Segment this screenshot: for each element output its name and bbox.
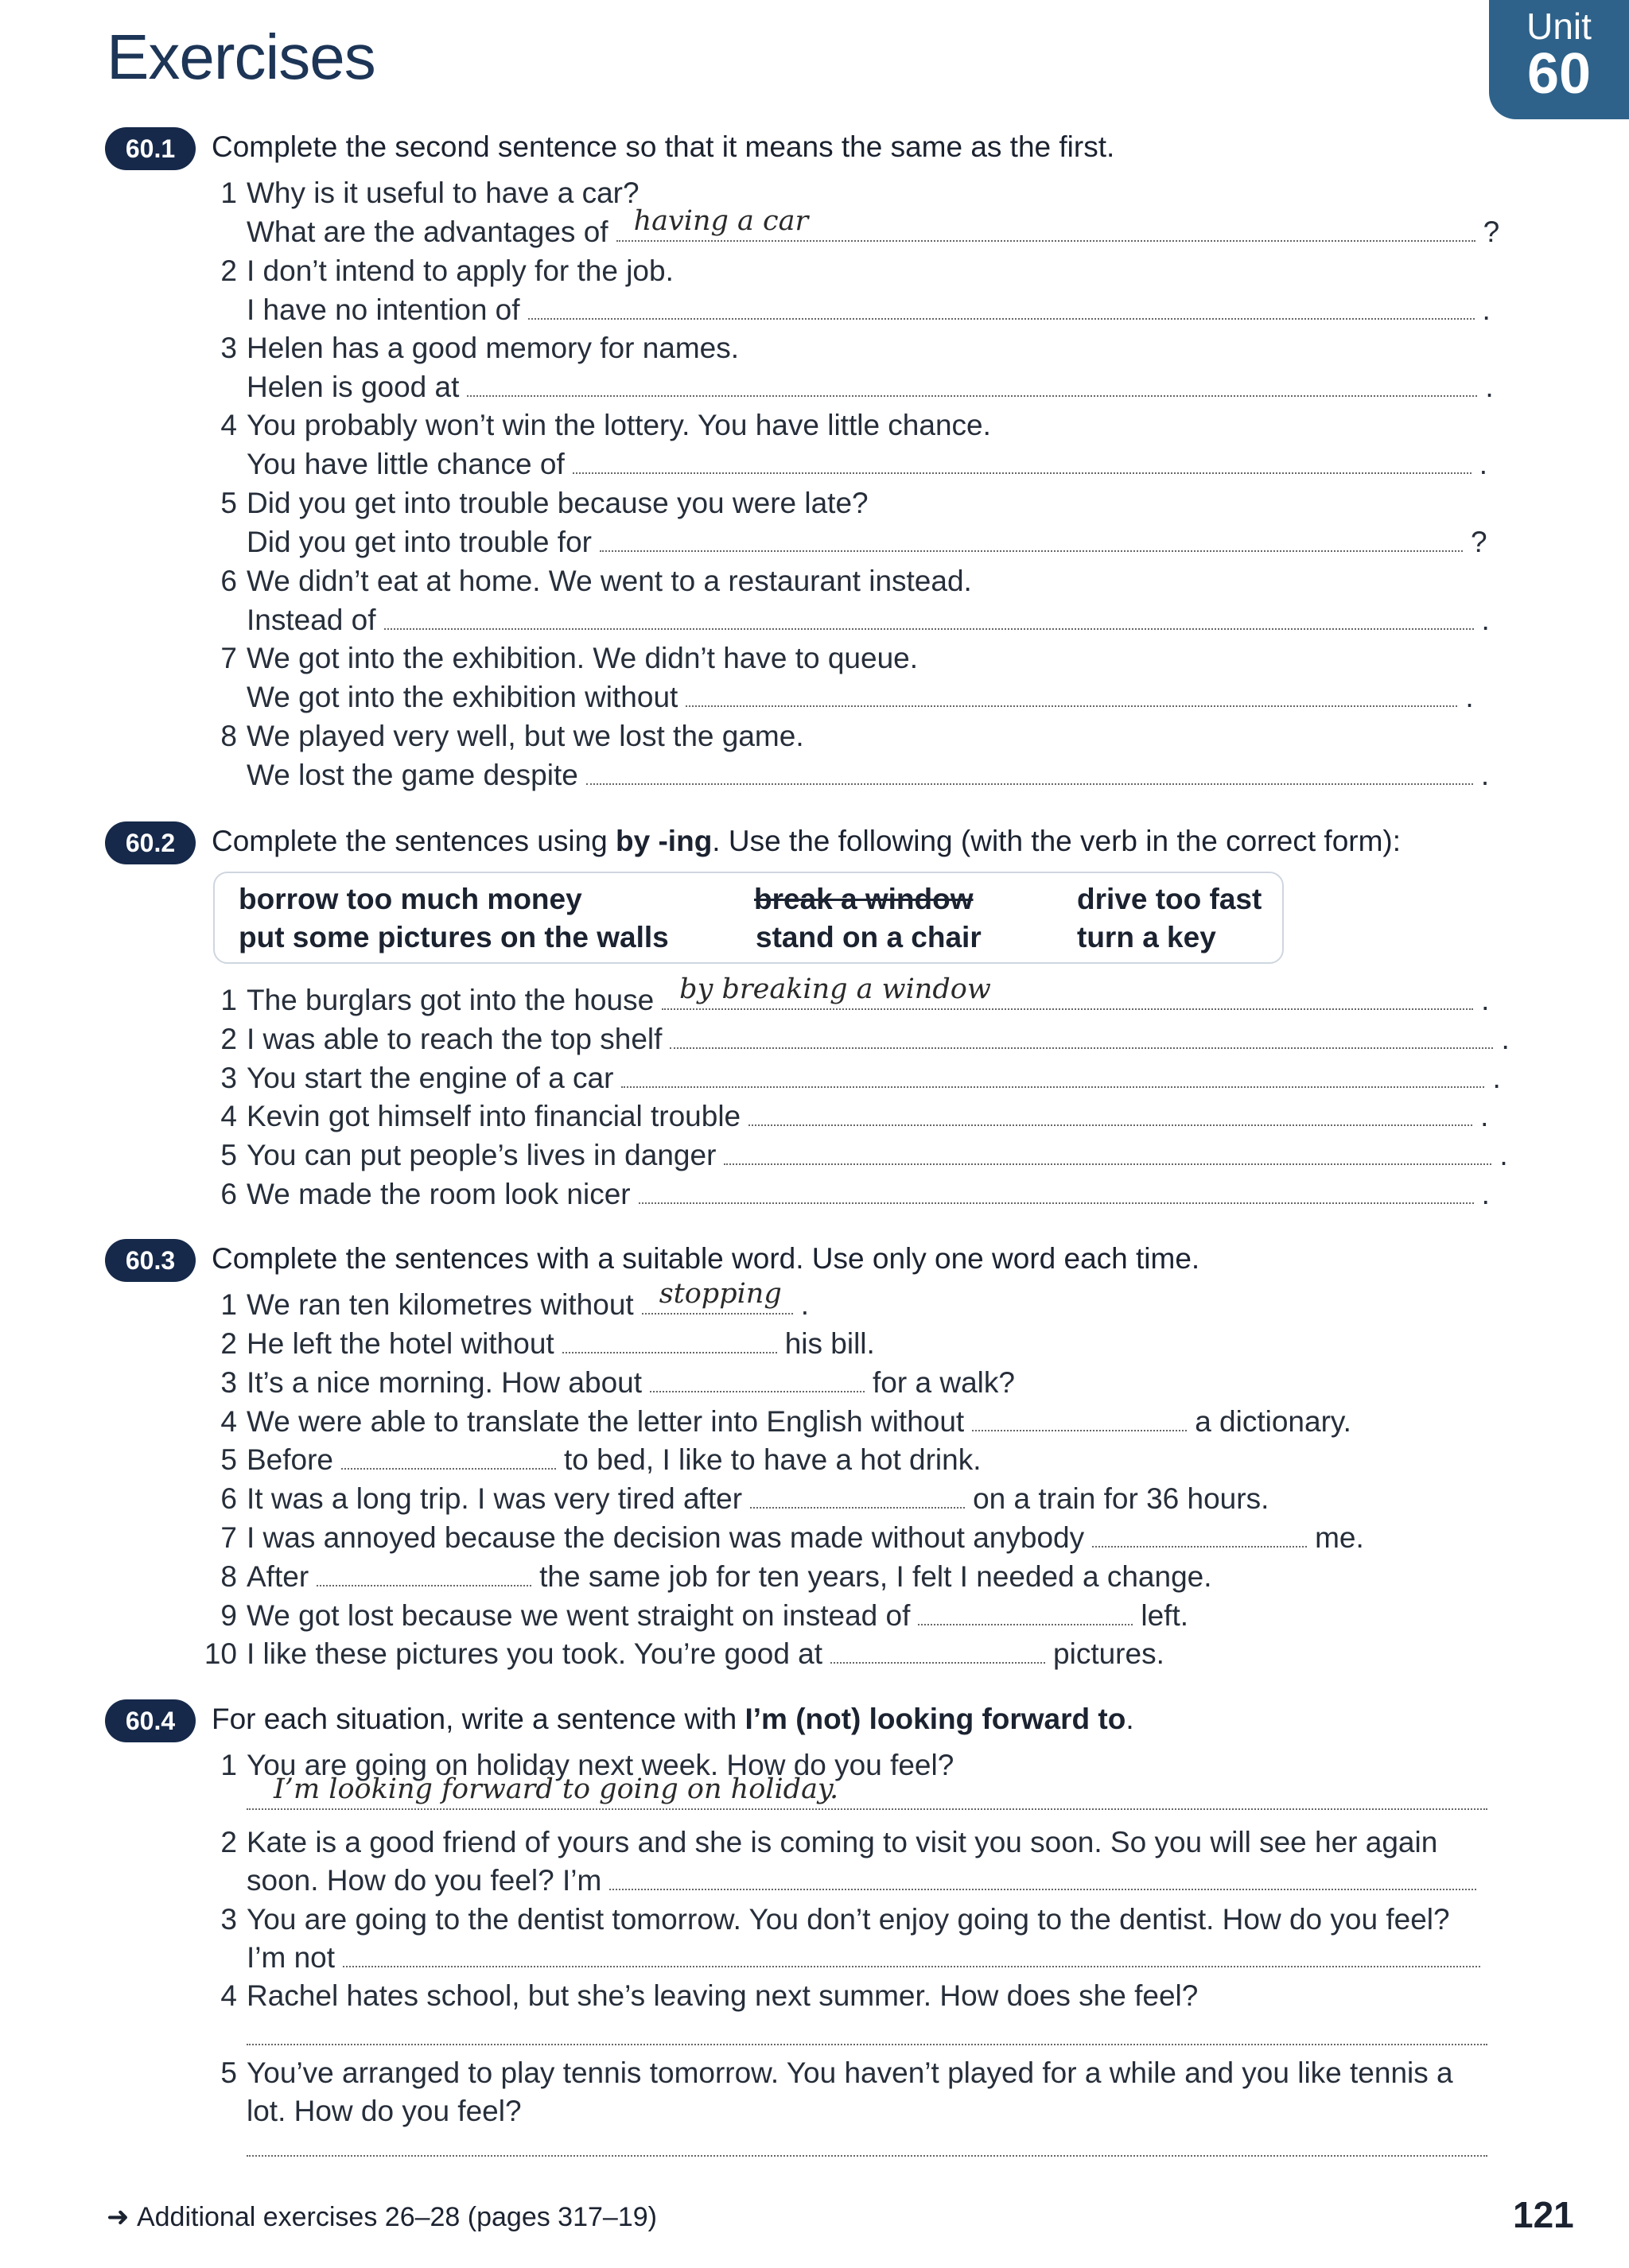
- end-punctuation: .: [1485, 371, 1494, 403]
- answer-blank[interactable]: [586, 759, 1473, 785]
- answer-prompt: I have no intention of: [247, 293, 520, 326]
- end-punctuation: .: [1480, 759, 1490, 791]
- sentence-start: I like these pictures you took. You’re good at: [247, 1637, 823, 1670]
- answer-prompt: We got into the exhibition without: [247, 681, 678, 713]
- exercise-instruction: Complete the sentences using by -ing. Use the following (with the verb in the correct form):: [212, 825, 1402, 857]
- exercise-badge: 60.1: [105, 127, 196, 170]
- sentence-start: We ran ten kilometres without: [247, 1288, 634, 1321]
- situation-text-continued: soon. How do you feel? I’m: [247, 1864, 602, 1897]
- answer-prompt: Instead of: [247, 604, 376, 636]
- page-number: 121: [1513, 2194, 1574, 2235]
- answer-prompt: Helen is good at: [247, 371, 460, 403]
- question-text: Why is it useful to have a car?: [247, 177, 640, 209]
- item-number: 2: [220, 254, 237, 287]
- question-text: Did you get into trouble because you were late?: [247, 487, 869, 519]
- situation-text: You’ve arranged to play tennis tomorrow. You haven’t played for a while and you like tennis a: [247, 2056, 1453, 2089]
- sentence-start: We made the room look nicer: [247, 1178, 631, 1210]
- answer-prompt: Did you get into trouble for: [247, 526, 592, 558]
- situation-text: Kate is a good friend of yours and she is coming to visit you soon. So you will see her again: [247, 1826, 1438, 1858]
- sentence-end: the same job for ten years, I felt I needed a change.: [539, 1560, 1212, 1593]
- handwritten-answer: by breaking a window: [679, 973, 991, 1005]
- answer-blank[interactable]: [662, 973, 1473, 1010]
- exercise-instruction: For each situation, write a sentence with I’m (not) looking forward to.: [212, 1703, 1134, 1735]
- exercise-instruction: Complete the sentences with a suitable word. Use only one word each time.: [212, 1242, 1200, 1275]
- item-number: 1: [220, 1749, 237, 1781]
- answer-blank[interactable]: [1092, 1522, 1307, 1548]
- sentence-end: his bill.: [784, 1327, 875, 1360]
- answer-blank[interactable]: [528, 294, 1475, 320]
- end-punctuation: .: [1482, 293, 1491, 326]
- answer-blank[interactable]: [317, 1561, 531, 1586]
- sentence-end: on a train for 36 hours.: [973, 1482, 1269, 1515]
- answer-blank[interactable]: [247, 1773, 1487, 1810]
- answer-blank[interactable]: [686, 682, 1457, 707]
- exercise-badge: 60.2: [105, 821, 196, 864]
- answer-blank[interactable]: [467, 371, 1477, 397]
- answer-blank[interactable]: [650, 1367, 865, 1392]
- item-number: 10: [204, 1637, 237, 1670]
- sentence-start: It was a long trip. I was very tired after: [247, 1482, 743, 1515]
- word-option: put some pictures on the walls: [239, 921, 669, 953]
- sentence-start: The burglars got into the house: [247, 984, 655, 1016]
- sentence-start: I was annoyed because the decision was made without anybody: [247, 1521, 1085, 1554]
- answer-blank[interactable]: [600, 526, 1463, 552]
- item-number: 6: [220, 1482, 237, 1515]
- exercise-badge: 60.4: [105, 1699, 196, 1742]
- sentence-end: me.: [1315, 1521, 1364, 1554]
- end-punctuation: ?: [1483, 216, 1500, 248]
- sentence-end: a dictionary.: [1195, 1405, 1351, 1438]
- unit-number: 60: [1526, 42, 1592, 106]
- item-number: 5: [220, 2056, 237, 2089]
- end-punctuation: .: [1481, 984, 1490, 1016]
- answer-prompt: What are the advantages of: [247, 216, 608, 248]
- answer-blank[interactable]: [247, 2020, 1487, 2045]
- arrow-icon: ➜: [107, 2202, 130, 2232]
- answer-prompt: You have little chance of: [247, 448, 565, 480]
- sentence-start: I was able to reach the top shelf: [247, 1023, 663, 1055]
- item-number: 6: [220, 565, 237, 597]
- answer-blank[interactable]: [918, 1600, 1133, 1625]
- word-option: turn a key: [1077, 921, 1216, 953]
- item-number: 3: [220, 1903, 237, 1936]
- item-number: 1: [220, 1288, 237, 1321]
- answer-blank[interactable]: [384, 604, 1474, 630]
- word-option: borrow too much money: [239, 883, 582, 915]
- question-text: I don’t intend to apply for the job.: [247, 254, 674, 287]
- end-punctuation: .: [1501, 1023, 1510, 1055]
- item-number: 8: [220, 720, 237, 752]
- item-number: 1: [220, 177, 237, 209]
- item-number: 5: [220, 1443, 237, 1476]
- exercise-instruction: Complete the second sentence so that it means the same as the first.: [212, 130, 1115, 163]
- item-number: 2: [220, 1327, 237, 1360]
- sentence-end: for a walk?: [873, 1366, 1015, 1399]
- situation-text-continued: lot. How do you feel?: [247, 2095, 522, 2127]
- question-text: We played very well, but we lost the game.: [247, 720, 804, 752]
- sentence-start: Before: [247, 1443, 334, 1476]
- answer-blank[interactable]: [609, 1865, 1476, 1890]
- answer-blank[interactable]: [247, 2131, 1487, 2157]
- answer-prompt: We lost the game despite: [247, 759, 578, 791]
- situation-text: You are going on holiday next week. How do you feel?: [247, 1749, 954, 1781]
- sentence-end: .: [800, 1288, 809, 1321]
- exercise-badge: 60.3: [105, 1239, 196, 1282]
- item-number: 9: [220, 1599, 237, 1632]
- answer-blank[interactable]: [639, 1179, 1474, 1204]
- answer-blank[interactable]: [343, 1942, 1480, 1967]
- situation-text: Rachel hates school, but she’s leaving next summer. How does she feel?: [247, 1979, 1199, 2012]
- sentence-start: Kevin got himself into financial trouble: [247, 1100, 741, 1132]
- answer-blank[interactable]: [341, 1444, 556, 1470]
- end-punctuation: .: [1480, 1100, 1489, 1132]
- additional-exercises-link[interactable]: [107, 2201, 657, 2233]
- sentence-start: You start the engine of a car: [247, 1062, 614, 1094]
- answer-blank[interactable]: [748, 1101, 1472, 1126]
- sentence-end: to bed, I like to have a hot drink.: [564, 1443, 982, 1476]
- end-punctuation: .: [1465, 681, 1474, 713]
- unit-tab: [1489, 0, 1629, 119]
- item-number: 7: [220, 1521, 237, 1554]
- item-number: 3: [220, 1062, 237, 1094]
- word-option: stand on a chair: [756, 921, 982, 953]
- item-number: 4: [220, 1100, 237, 1132]
- item-number: 2: [220, 1023, 237, 1055]
- item-number: 8: [220, 1560, 237, 1593]
- sentence-end: pictures.: [1053, 1637, 1164, 1670]
- word-option-used: break a window: [754, 883, 974, 915]
- answer-blank[interactable]: [750, 1483, 965, 1509]
- item-number: 7: [220, 642, 237, 674]
- end-punctuation: .: [1481, 604, 1490, 636]
- answer-blank[interactable]: [972, 1406, 1187, 1431]
- sentence-start: It’s a nice morning. How about: [247, 1366, 643, 1399]
- unit-label: Unit: [1526, 6, 1592, 47]
- item-number: 5: [220, 1139, 237, 1171]
- answer-blank[interactable]: [642, 1278, 793, 1315]
- item-number: 4: [220, 1405, 237, 1438]
- question-text: You probably won’t win the lottery. You have little chance.: [247, 409, 991, 441]
- item-number: 5: [220, 487, 237, 519]
- page-title: Exercises: [107, 21, 375, 92]
- additional-exercises-label: Additional exercises 26–28: [136, 2202, 461, 2232]
- end-punctuation: .: [1481, 1178, 1490, 1210]
- sentence-start: He left the hotel without: [247, 1327, 554, 1360]
- situation-text: You are going to the dentist tomorrow. You don’t enjoy going to the dentist. How do you feel?: [247, 1903, 1450, 1936]
- word-box: [213, 872, 1284, 964]
- item-number: 2: [220, 1826, 237, 1858]
- additional-exercises-pages: (pages 317–19): [467, 2202, 657, 2232]
- sentence-start: After: [247, 1560, 309, 1593]
- sentence-end: left.: [1141, 1599, 1189, 1632]
- question-text: Helen has a good memory for names.: [247, 332, 740, 364]
- item-number: 4: [220, 1979, 237, 2012]
- item-number: 4: [220, 409, 237, 441]
- word-option: drive too fast: [1077, 883, 1262, 915]
- end-punctuation: .: [1492, 1062, 1501, 1094]
- situation-text-continued: I’m not: [247, 1941, 336, 1974]
- answer-blank[interactable]: [724, 1140, 1491, 1165]
- item-number: 1: [220, 984, 237, 1016]
- end-punctuation: .: [1479, 448, 1488, 480]
- answer-blank[interactable]: [670, 1023, 1493, 1049]
- end-punctuation: ?: [1470, 526, 1487, 558]
- question-text: We didn’t eat at home. We went to a restaurant instead.: [247, 565, 972, 597]
- answer-blank[interactable]: [621, 1062, 1484, 1088]
- question-text: We got into the exhibition. We didn’t have to queue.: [247, 642, 919, 674]
- sentence-start: You can put people’s lives in danger: [247, 1139, 717, 1171]
- end-punctuation: .: [1499, 1139, 1508, 1171]
- answer-blank[interactable]: [616, 205, 1475, 242]
- handwritten-answer: stopping: [659, 1278, 782, 1310]
- item-number: 3: [220, 1366, 237, 1399]
- instruction-keyword: by -ing: [616, 825, 713, 857]
- answer-blank[interactable]: [562, 1328, 777, 1353]
- answer-blank[interactable]: [573, 449, 1472, 474]
- item-number: 6: [220, 1178, 237, 1210]
- sentence-start: We got lost because we went straight on instead of: [247, 1599, 911, 1632]
- instruction-keyword: I’m (not) looking forward to: [745, 1703, 1126, 1735]
- sentence-start: We were able to translate the letter into English without: [247, 1405, 965, 1438]
- answer-blank[interactable]: [830, 1638, 1045, 1664]
- handwritten-answer: I’m looking forward to going on holiday.: [274, 1773, 839, 1805]
- handwritten-answer: having a car: [633, 205, 809, 237]
- item-number: 3: [220, 332, 237, 364]
